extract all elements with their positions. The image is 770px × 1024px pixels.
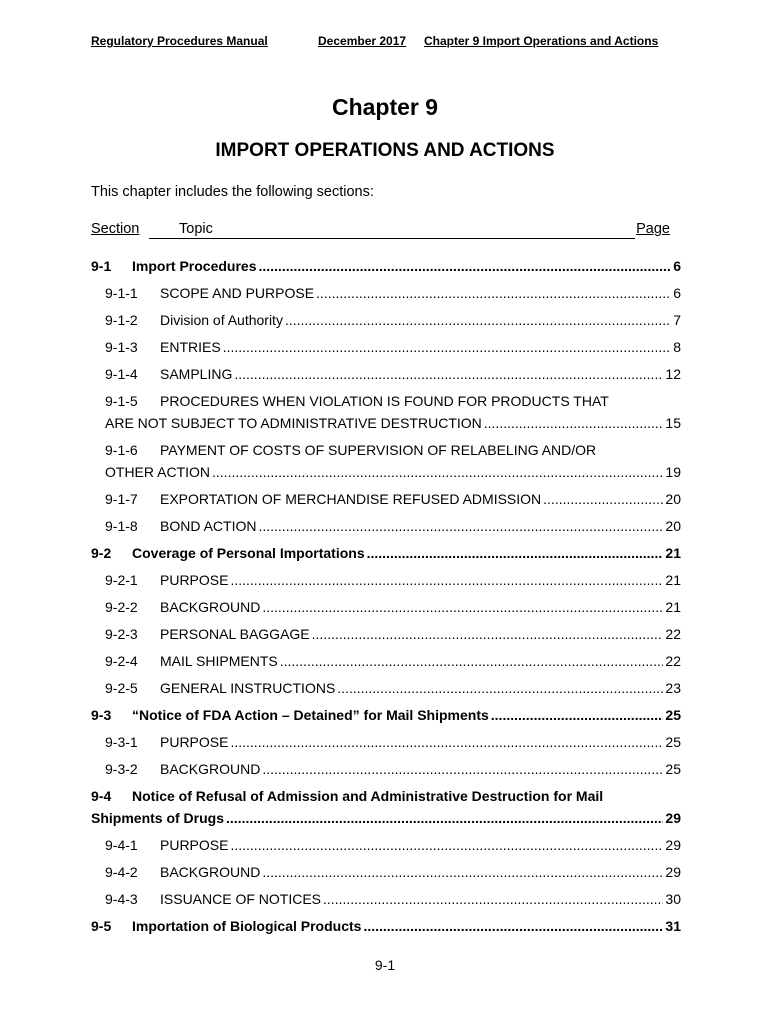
toc-entry-number: 9-5 [91, 918, 112, 934]
toc-subsection-entry[interactable] [91, 861, 681, 883]
column-topic: Topic [179, 221, 213, 237]
toc-entry-number: 9-2-5 [105, 680, 138, 696]
toc-leader-dots [230, 834, 663, 856]
toc-entry-row [91, 542, 681, 564]
toc-leader-dots [491, 704, 664, 726]
toc-subsection-entry[interactable] [91, 390, 681, 434]
toc-leader-dots [367, 542, 664, 564]
running-header [91, 34, 671, 52]
toc-subsection-entry[interactable] [91, 336, 681, 358]
chapter-title: IMPORT OPERATIONS AND ACTIONS [215, 140, 555, 161]
toc-entry-title-line2 [105, 412, 681, 434]
toc-entry-number: 9-4-3 [105, 891, 138, 907]
toc-entry-number: 9-1-8 [105, 518, 138, 534]
toc-entry-row [105, 623, 681, 645]
toc-entry-page: 6 [673, 285, 681, 301]
toc-entry-page: 8 [673, 339, 681, 355]
toc-entry-row [105, 515, 681, 537]
toc-entry-row [91, 704, 681, 726]
toc-leader-dots [337, 677, 663, 699]
toc-section-entry[interactable] [91, 255, 681, 277]
toc-entry-number: 9-2-1 [105, 572, 138, 588]
toc-section-entry[interactable] [91, 915, 681, 937]
toc-entry-title: BACKGROUND [160, 864, 261, 880]
toc-entry-title-line1 [105, 390, 681, 412]
page-number: 9-1 [374, 957, 396, 973]
toc-leader-dots [280, 650, 664, 672]
toc-entry-number: 9-4-1 [105, 837, 138, 853]
toc-section-entry[interactable] [91, 785, 681, 829]
toc-entry-title-part2: Shipments of Drugs [91, 810, 225, 826]
toc-subsection-entry[interactable] [91, 596, 681, 618]
toc-entry-number: 9-2 [91, 545, 112, 561]
toc-subsection-entry[interactable] [91, 888, 681, 910]
header-date: December 2017 [318, 34, 407, 48]
toc-entry-page: 22 [665, 653, 681, 669]
toc-entry-title: PERSONAL BAGGAGE [160, 626, 310, 642]
toc-entry-row [105, 731, 681, 753]
toc-leader-dots [323, 888, 663, 910]
toc-entry-page: 23 [665, 680, 681, 696]
toc-entry-title-line2 [91, 807, 681, 829]
toc-entry-title-line1 [91, 785, 681, 807]
header-manual-name: Regulatory Procedures Manual [91, 34, 268, 48]
toc-leader-dots [262, 861, 663, 883]
toc-entry-title: Import Procedures [132, 258, 257, 274]
toc-leader-dots [363, 915, 663, 937]
toc-leader-dots [543, 488, 663, 510]
toc-entry-page: 31 [665, 918, 681, 934]
toc-leader-dots [234, 363, 663, 385]
toc-entry-page: 30 [665, 891, 681, 907]
toc-entry-number: 9-1-4 [105, 366, 138, 382]
toc-leader-dots [262, 758, 663, 780]
toc-entry-row [105, 861, 681, 883]
toc-entry-number: 9-3-1 [105, 734, 138, 750]
toc-entry-title-part2: ARE NOT SUBJECT TO ADMINISTRATIVE DESTRUCTION [105, 415, 482, 431]
toc-entry-number: 9-1-1 [105, 285, 138, 301]
toc-entry-page: 7 [673, 312, 681, 328]
toc-entry-number: 9-1-3 [105, 339, 138, 355]
toc-entry-row [91, 255, 681, 277]
toc-entry-row [105, 282, 681, 304]
toc-entry-page: 12 [665, 366, 681, 382]
toc-entry-title: Coverage of Personal Importations [132, 545, 365, 561]
toc-entry-page: 29 [665, 810, 681, 826]
toc-entry-page: 25 [665, 707, 681, 723]
toc-subsection-entry[interactable] [91, 650, 681, 672]
toc-entry-number: 9-2-3 [105, 626, 138, 642]
toc-entry-title-line2 [105, 461, 681, 483]
toc-subsection-entry[interactable] [91, 677, 681, 699]
toc-entry-title: PURPOSE [160, 734, 229, 750]
toc-entry-number: 9-1-6 [105, 442, 138, 458]
toc-entry-row [105, 363, 681, 385]
toc-entry-page: 21 [665, 545, 681, 561]
header-chapter: Chapter 9 Import Operations and Actions [424, 34, 659, 48]
toc-entry-title-line1 [105, 439, 681, 461]
toc-subsection-entry[interactable] [91, 309, 681, 331]
toc-entry-row [91, 915, 681, 937]
toc-entry-title: SAMPLING [160, 366, 233, 382]
toc-subsection-entry[interactable] [91, 439, 681, 483]
toc-entry-page: 20 [665, 518, 681, 534]
toc-entry-number: 9-1-2 [105, 312, 138, 328]
toc-entry-row [105, 834, 681, 856]
toc-entry-number: 9-4 [91, 788, 112, 804]
toc-entry-title-part1: Notice of Refusal of Admission and Administrative Destruction for Mail [132, 788, 604, 804]
toc-entry-number: 9-1-5 [105, 393, 138, 409]
toc-column-headers [91, 221, 670, 241]
toc-entry-row [105, 596, 681, 618]
toc-entry-title: BACKGROUND [160, 761, 261, 777]
toc-leader-dots [258, 255, 671, 277]
toc-leader-dots [484, 412, 664, 434]
toc-subsection-entry[interactable] [91, 515, 681, 537]
toc-leader-dots [226, 807, 663, 829]
toc-leader-dots [316, 282, 671, 304]
column-rule [149, 238, 635, 239]
toc-leader-dots [230, 731, 663, 753]
toc-entry-page: 29 [665, 837, 681, 853]
toc-entry-row [105, 309, 681, 331]
toc-subsection-entry[interactable] [91, 834, 681, 856]
toc-entry-number: 9-2-4 [105, 653, 138, 669]
toc-entry-page: 19 [665, 464, 681, 480]
toc-leader-dots [285, 309, 671, 331]
toc-entry-number: 9-3 [91, 707, 112, 723]
column-page: Page [636, 221, 670, 237]
toc-entry-title: “Notice of FDA Action – Detained” for Mail Shipments [132, 707, 489, 723]
toc-leader-dots [212, 461, 663, 483]
toc-entry-row [105, 758, 681, 780]
toc-entry-title: SCOPE AND PURPOSE [160, 285, 315, 301]
toc-entry-row [105, 488, 681, 510]
toc-entry-page: 22 [665, 626, 681, 642]
toc-entry-title: BACKGROUND [160, 599, 261, 615]
toc-subsection-entry[interactable] [91, 363, 681, 385]
column-section: Section [91, 221, 140, 237]
toc-entry-row [105, 336, 681, 358]
toc-leader-dots [223, 336, 672, 358]
toc-entry-title: Importation of Biological Products [132, 918, 362, 934]
toc-subsection-entry[interactable] [91, 569, 681, 591]
toc-entry-number: 9-3-2 [105, 761, 138, 777]
toc-section-entry[interactable] [91, 704, 681, 726]
toc-entry-title: MAIL SHIPMENTS [160, 653, 278, 669]
toc-leader-dots [258, 515, 663, 537]
toc-entry-title: ISSUANCE OF NOTICES [160, 891, 322, 907]
toc-section-entry[interactable] [91, 542, 681, 564]
toc-entry-title: ENTRIES [160, 339, 221, 355]
toc-entry-number: 9-4-2 [105, 864, 138, 880]
toc-entry-row [105, 677, 681, 699]
toc-subsection-entry[interactable] [91, 623, 681, 645]
toc-entry-number: 9-1 [91, 258, 112, 274]
toc-entry-row [105, 888, 681, 910]
toc-entry-title: PURPOSE [160, 572, 229, 588]
toc-subsection-entry[interactable] [91, 282, 681, 304]
toc-entry-page: 25 [665, 761, 681, 777]
chapter-number: Chapter 9 [331, 94, 439, 120]
toc-subsection-entry[interactable] [91, 758, 681, 780]
toc-subsection-entry[interactable] [91, 731, 681, 753]
toc-entry-title: GENERAL INSTRUCTIONS [160, 680, 336, 696]
toc-subsection-entry[interactable] [91, 488, 681, 510]
toc-entry-page: 6 [673, 258, 681, 274]
toc-entry-page: 21 [665, 572, 681, 588]
toc-leader-dots [262, 596, 663, 618]
toc-entry-number: 9-1-7 [105, 491, 138, 507]
toc-entry-page: 20 [665, 491, 681, 507]
toc-entry-page: 21 [665, 599, 681, 615]
table-of-contents [91, 255, 681, 942]
toc-entry-title: Division of Authority [160, 312, 283, 328]
toc-entry-title: EXPORTATION OF MERCHANDISE REFUSED ADMISSION [160, 491, 542, 507]
toc-entry-number: 9-2-2 [105, 599, 138, 615]
toc-entry-page: 29 [665, 864, 681, 880]
toc-entry-page: 15 [665, 415, 681, 431]
toc-entry-page: 25 [665, 734, 681, 750]
toc-leader-dots [230, 569, 663, 591]
toc-entry-row [105, 569, 681, 591]
toc-entry-title: PURPOSE [160, 837, 229, 853]
toc-entry-title-part1: PAYMENT OF COSTS OF SUPERVISION OF RELABELING AND/OR [160, 442, 597, 458]
toc-entry-title-part1: PROCEDURES WHEN VIOLATION IS FOUND FOR PRODUCTS THAT [160, 393, 609, 409]
toc-leader-dots [312, 623, 664, 645]
toc-entry-title: BOND ACTION [160, 518, 257, 534]
toc-entry-title-part2: OTHER ACTION [105, 464, 211, 480]
toc-entry-row [105, 650, 681, 672]
intro-text: This chapter includes the following sections: [91, 184, 374, 200]
